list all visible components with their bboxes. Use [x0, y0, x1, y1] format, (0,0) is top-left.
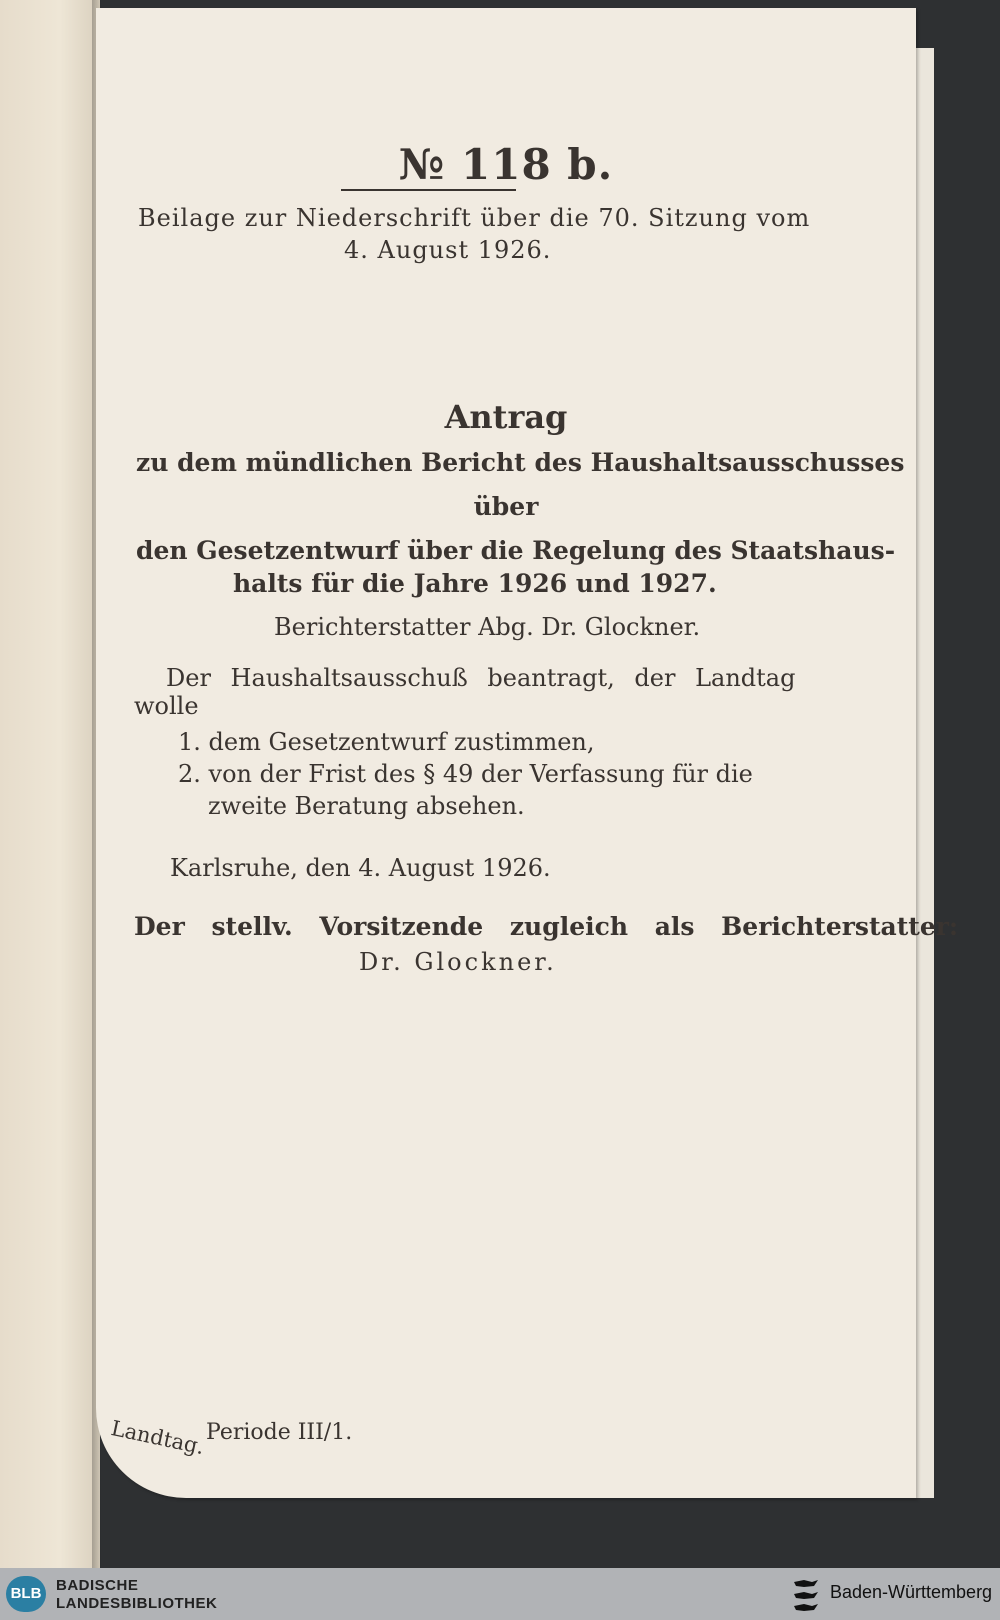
motion-intro-line-1: Der Haushaltsausschuß beantragt, der Landtag [166, 664, 796, 692]
motion-intro-line-2: wolle [134, 692, 199, 720]
blb-logo[interactable]: BLB [6, 1576, 46, 1612]
signature-name: Dr. Glockner. [359, 948, 557, 976]
subtitle-line-1: zu dem mündlichen Bericht des Haushaltsausschusses [136, 448, 905, 477]
rapporteur-line: Berichterstatter Abg. Dr. Glockner. [274, 613, 701, 641]
footer-landtag: Landtag. [109, 1416, 207, 1460]
subtitle-line-3: den Gesetzentwurf über die Regelung des Staatshaus- [136, 536, 896, 565]
document-page [96, 8, 959, 1498]
state-name[interactable]: Baden-Württemberg [830, 1582, 993, 1602]
subtitle-line-4: halts für die Jahre 1926 und 1927. [233, 569, 717, 598]
library-footer-bar [0, 1568, 1000, 1620]
motion-item-2: 2. von der Frist des § 49 der Verfassung für die [178, 760, 753, 788]
footer-periode: Periode III/1. [206, 1420, 353, 1445]
document-number-underline [341, 189, 516, 191]
appendix-note-line-1: Beilage zur Niederschrift über die 70. Sitzung vom [138, 204, 811, 232]
motion-item-1: 1. dem Gesetzentwurf zustimmen, [178, 728, 595, 756]
appendix-note-line-2: 4. August 1926. [344, 236, 552, 264]
left-facing-page [0, 0, 100, 1568]
signature-role: Der stellv. Vorsitzende zugleich als Berichterstatter: [134, 912, 959, 941]
motion-item-2-continuation: zweite Beratung absehen. [208, 792, 525, 820]
library-name-line-1: BADISCHE [56, 1577, 139, 1594]
library-name-line-2: LANDESBIBLIOTHEK [56, 1595, 218, 1612]
baden-wuerttemberg-lions-icon [790, 1576, 822, 1614]
place-and-date: Karlsruhe, den 4. August 1926. [170, 854, 551, 882]
heading-antrag: Antrag [444, 398, 568, 436]
document-number: № 118 b. [398, 140, 614, 189]
subtitle-line-2: über [473, 492, 539, 521]
